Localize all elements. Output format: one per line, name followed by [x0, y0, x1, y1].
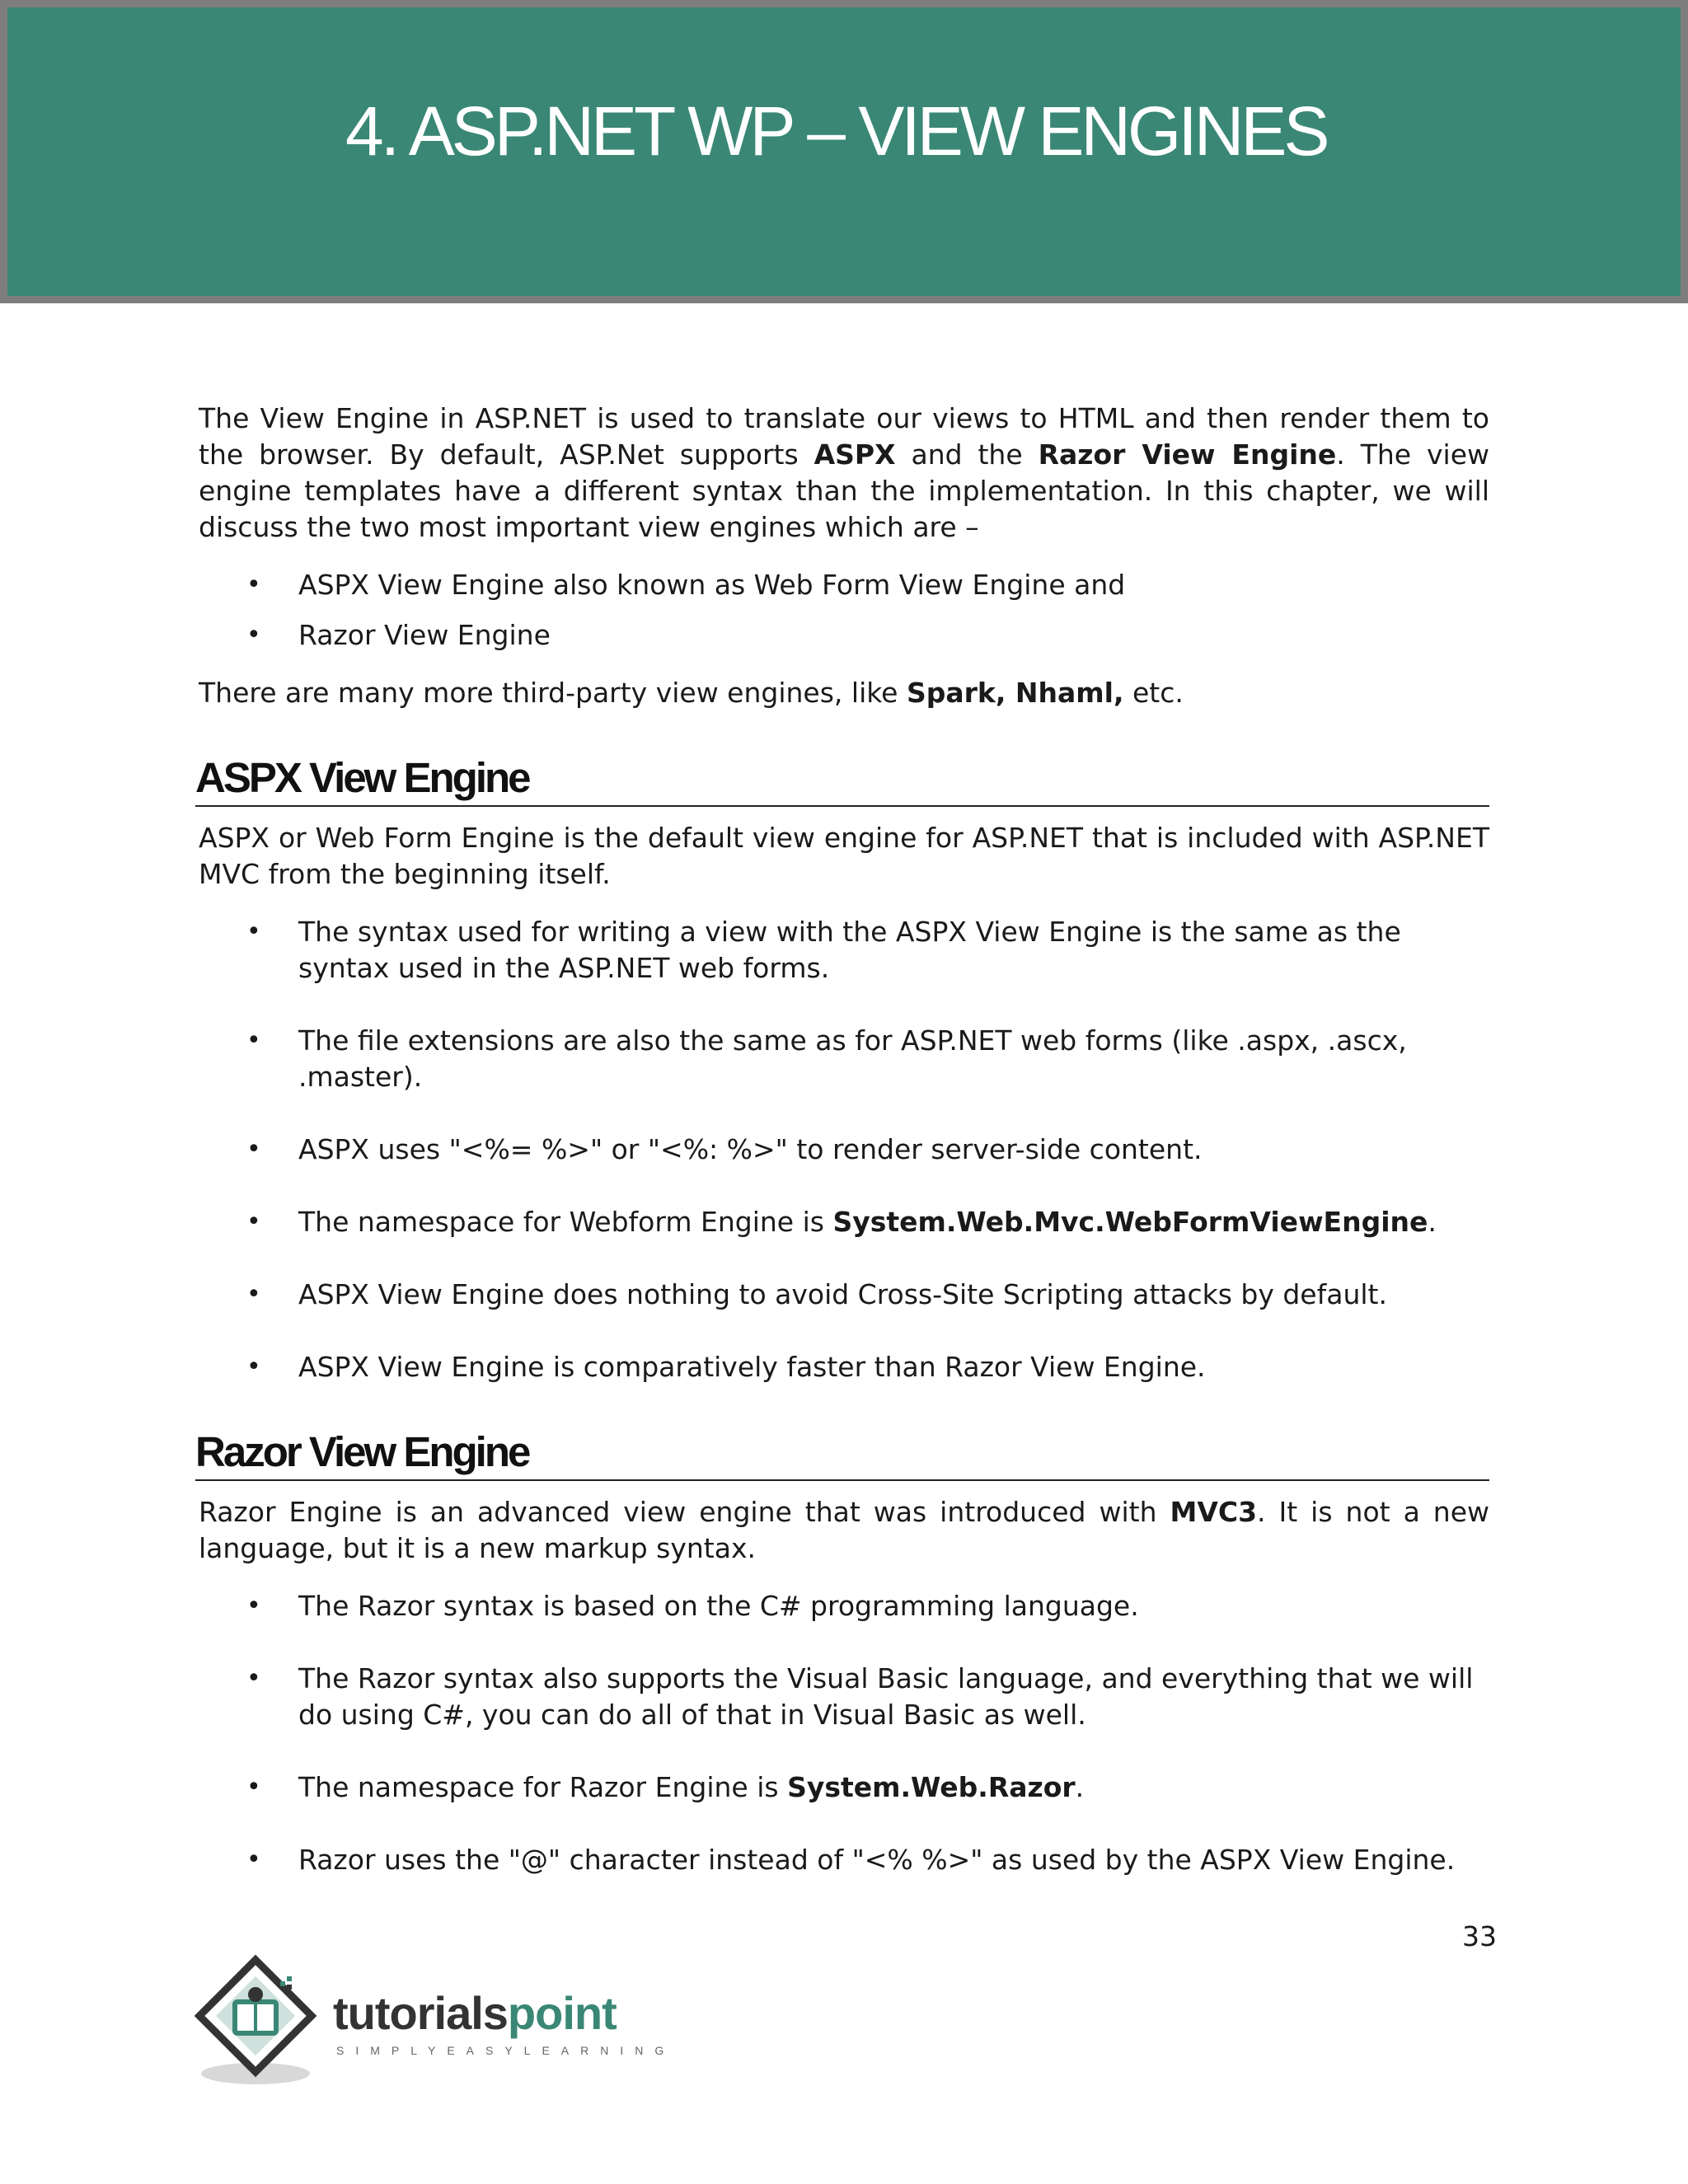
list-item: • The namespace for Razor Engine is System.Web.Razor. [199, 1769, 1489, 1806]
bullet-icon: • [246, 1591, 261, 1620]
bullet-icon: • [246, 1207, 261, 1236]
razor-paragraph: Razor Engine is an advanced view engine that was introduced with MVC3. It is not a new language, but it is a new markup syntax. [199, 1496, 1489, 1564]
bullet-icon: • [246, 570, 261, 599]
bullet-icon: • [246, 1026, 261, 1055]
logo-tagline: SIMPLYEASYLEARNING [336, 2044, 676, 2057]
tutorialspoint-logo [195, 1952, 676, 2092]
list-item: • ASPX View Engine is comparatively faster than Razor View Engine. [199, 1349, 1489, 1385]
list-item: • The syntax used for writing a view with the ASPX View Engine is the same as the syntax used in the ASP.NET web forms. [246, 916, 1401, 984]
razor-section-heading: Razor View Engine [195, 1428, 1489, 1481]
list-item: • The Razor syntax is based on the C# programming language. [199, 1588, 1489, 1624]
aspx-bullet-list [199, 914, 1489, 1385]
logo-wordmark: tutorialspoint [333, 1987, 617, 2039]
aspx-paragraph: ASPX or Web Form Engine is the default view engine for ASP.NET that is included with ASP.NET MVC from the beginning itself. [199, 822, 1489, 890]
list-item: • Razor View Engine [199, 617, 1489, 654]
page-number: 33 [1462, 1920, 1497, 1952]
list-item: • The Razor syntax also supports the Visual Basic language, and everything that we will do using C#, you can do all of that in Visual Basic as well. [246, 1662, 1474, 1731]
bullet-icon: • [246, 1280, 261, 1309]
bullet-icon: • [246, 1664, 261, 1693]
list-item: • The namespace for Webform Engine is System.Web.Mvc.WebFormViewEngine. [199, 1204, 1489, 1240]
bullet-icon: • [246, 1352, 261, 1381]
logo-emblem-icon [195, 1952, 335, 2092]
bullet-icon: • [246, 1845, 261, 1874]
list-item: • The file extensions are also the same as for ASP.NET web forms (like .aspx, .ascx, .master). [246, 1024, 1407, 1093]
intro-bullet-list [199, 567, 1489, 654]
list-item: • Razor uses the "@" character instead of "<% %>" as used by the ASPX View Engine. [199, 1842, 1489, 1878]
bullet-icon: • [246, 917, 261, 946]
bullet-icon: • [246, 1773, 261, 1802]
bullet-icon: • [246, 621, 261, 649]
list-item: • ASPX View Engine also known as Web Form View Engine and [199, 567, 1489, 603]
bullet-icon: • [246, 1135, 261, 1164]
chapter-title: 4. ASP.NET WP – VIEW ENGINES [345, 92, 1327, 170]
page-content [195, 401, 1490, 1878]
intro-paragraph: The View Engine in ASP.NET is used to translate our views to HTML and then render them to the browser. By default, ASP.Net supports ASPX and the Razor View Engine. The view engine templates have a different syntax than the implementation. In this chapter, we will discuss the two most important view engines which are – [199, 402, 1490, 543]
list-item: • ASPX uses "<%= %>" or "<%: %>" to render server-side content. [199, 1132, 1489, 1168]
list-item: • ASPX View Engine does nothing to avoid Cross-Site Scripting attacks by default. [199, 1277, 1489, 1313]
razor-bullet-list [199, 1588, 1489, 1878]
third-party-paragraph: There are many more third-party view engines, like Spark, Nhaml, etc. [199, 677, 1184, 709]
aspx-section-heading: ASPX View Engine [195, 754, 1489, 807]
chapter-banner [0, 0, 1688, 303]
